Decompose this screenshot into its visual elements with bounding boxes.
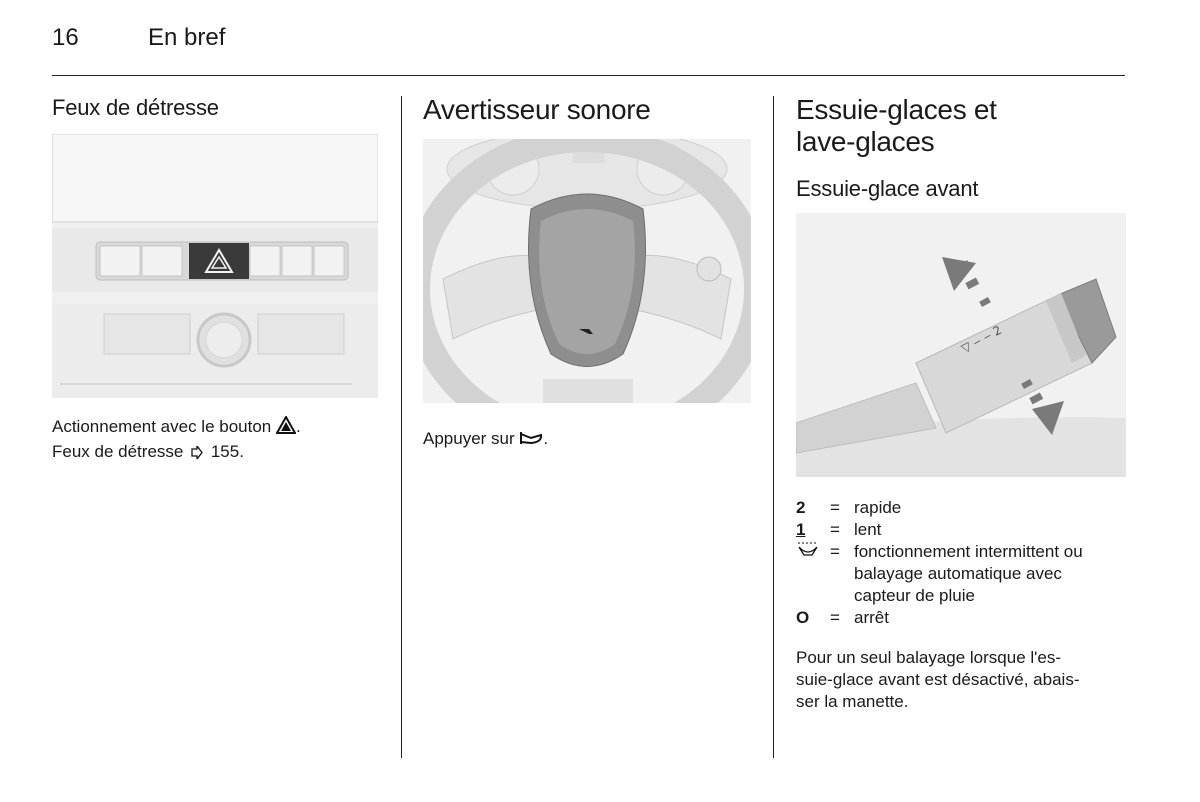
hazard-instruction [52,415,382,465]
steering-wheel-illustration [423,139,751,403]
legend-desc: arrêt [854,608,889,627]
column-horn [423,92,751,448]
legend-desc: rapide [854,498,902,517]
legend-row-slow: 1 = lent [796,519,1130,541]
horn-text-end: . [543,429,549,448]
legend-symbol: O [796,608,810,627]
column-divider-2 [773,96,774,758]
column-hazard-lights [52,92,378,461]
column-wipers [796,92,1126,711]
hazard-text: Actionnement avec le bouton [52,417,272,436]
arrow-ref-icon [191,442,203,465]
wiper-legend [796,497,1130,629]
subheading-front-wiper: Essuie-glace avant [796,176,979,201]
svg-text:▽ ‒ ‒ 2: ▽ ‒ ‒ 2 [958,322,1004,356]
horn-text: Appuyer sur [423,429,515,448]
header-divider [52,75,1125,76]
hazard-triangle-icon [276,416,296,440]
horn-icon [519,429,543,452]
legend-row-off: O = arrêt [796,607,1130,629]
legend-symbol: 1 [796,520,806,539]
legend-row-intermittent: = fonctionnement intermittent ou balayage automatique avec capteur de pluie [796,541,1130,607]
horn-instruction [423,427,548,452]
heading-hazard-lights: Feux de détresse [52,95,219,120]
heading-wipers-line2: lave-glaces [796,126,935,157]
heading-horn: Avertisseur sonore [423,94,651,125]
single-wipe-paragraph: Pour un seul balayage lorsque l'es- suie-glace avant est désactivé, abais- ser la manette. [796,648,1080,711]
page-number: 16 [52,24,79,51]
heading-wipers [796,94,1126,158]
legend-desc: fonctionnement intermittent ou balayage automatique avec capteur de pluie [854,542,1083,605]
heading-wipers-line1: Essuie-glaces et [796,94,997,125]
legend-row-fast: 2 = rapide [796,497,1130,519]
wiper-stalk-illustration [796,213,1126,477]
hazard-panel-illustration [52,134,378,398]
hazard-text-end: . [296,417,301,436]
hazard-ref-text: Feux de détresse [52,442,184,461]
hazard-ref-page[interactable]: 155. [210,442,244,461]
column-divider-1 [401,96,402,758]
section-title: En bref [148,24,226,51]
legend-symbol: 2 [796,498,806,517]
intermittent-wiper-icon [796,541,822,563]
legend-desc: lent [854,520,882,539]
